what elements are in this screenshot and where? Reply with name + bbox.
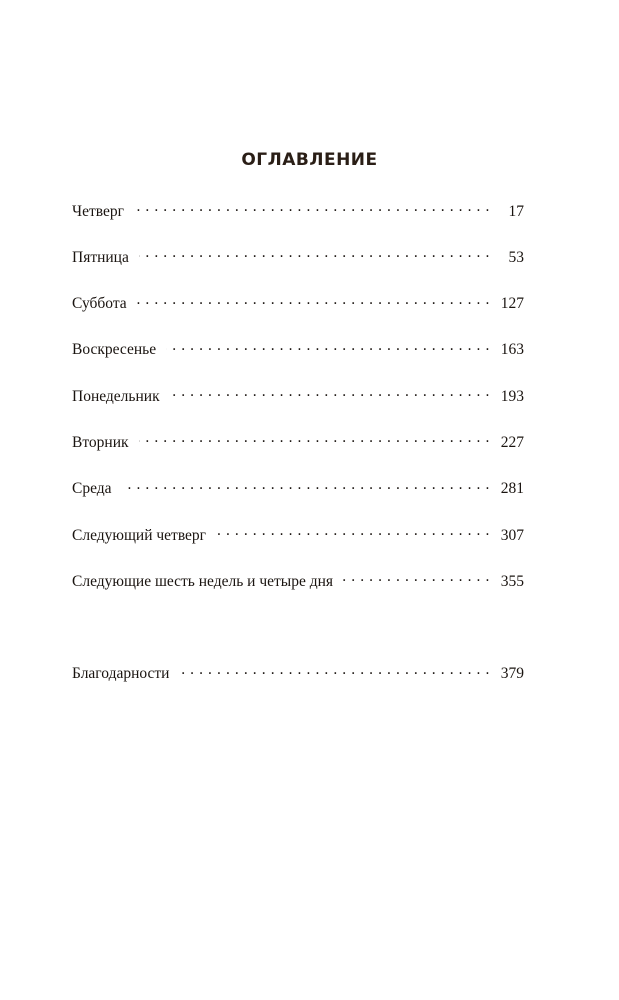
toc-entry-thursday[interactable] <box>72 200 524 246</box>
dot-leader <box>139 431 490 447</box>
toc-entry-label: Воскресенье <box>72 341 157 359</box>
toc-entry-tuesday[interactable] <box>72 431 524 477</box>
toc-entry-label: Пятница <box>72 248 129 266</box>
toc-entry-next-six-weeks[interactable] <box>72 570 524 616</box>
toc-entry-label: Благодарности <box>72 665 170 683</box>
dot-leader <box>166 339 490 355</box>
toc-entry-page: 127 <box>500 295 524 313</box>
toc-entry-label: Следующий четверг <box>72 526 207 544</box>
toc-entry-page: 379 <box>500 665 524 683</box>
toc-entry-page: 281 <box>500 480 524 498</box>
toc-entry-label: Следующие шесть недель и четыре дня <box>72 572 334 590</box>
dot-leader <box>179 663 490 679</box>
dot-leader <box>137 293 490 309</box>
dot-leader <box>139 246 490 262</box>
toc-list <box>72 200 524 709</box>
toc-entry-page: 163 <box>500 341 524 359</box>
toc-entry-label: Среда <box>72 480 112 498</box>
toc-entry-label: Вторник <box>72 433 129 451</box>
toc-entry-monday[interactable] <box>72 385 524 431</box>
toc-entry-acknowledgements[interactable] <box>72 663 524 709</box>
dot-leader <box>134 200 490 216</box>
toc-entry-sunday[interactable] <box>72 339 524 385</box>
dot-leader <box>122 478 490 494</box>
toc-entry-wednesday[interactable] <box>72 478 524 524</box>
toc-title: ОГЛАВЛЕНИЕ <box>241 150 378 170</box>
dot-leader <box>216 524 490 540</box>
toc-entry-saturday[interactable] <box>72 293 524 339</box>
dot-leader <box>170 385 490 401</box>
toc-entry-label: Четверг <box>72 202 124 220</box>
toc-entry-page: 227 <box>500 433 524 451</box>
dot-leader <box>343 570 490 586</box>
toc-entry-page: 17 <box>508 202 524 220</box>
toc-entry-label: Понедельник <box>72 387 160 405</box>
toc-entry-page: 355 <box>500 572 524 590</box>
toc-entry-next-thursday[interactable] <box>72 524 524 570</box>
toc-entry-page: 53 <box>508 248 524 266</box>
toc-entry-page: 307 <box>500 526 524 544</box>
toc-entry-friday[interactable] <box>72 246 524 292</box>
toc-entry-page: 193 <box>500 387 524 405</box>
toc-entry-label: Суббота <box>72 295 127 313</box>
